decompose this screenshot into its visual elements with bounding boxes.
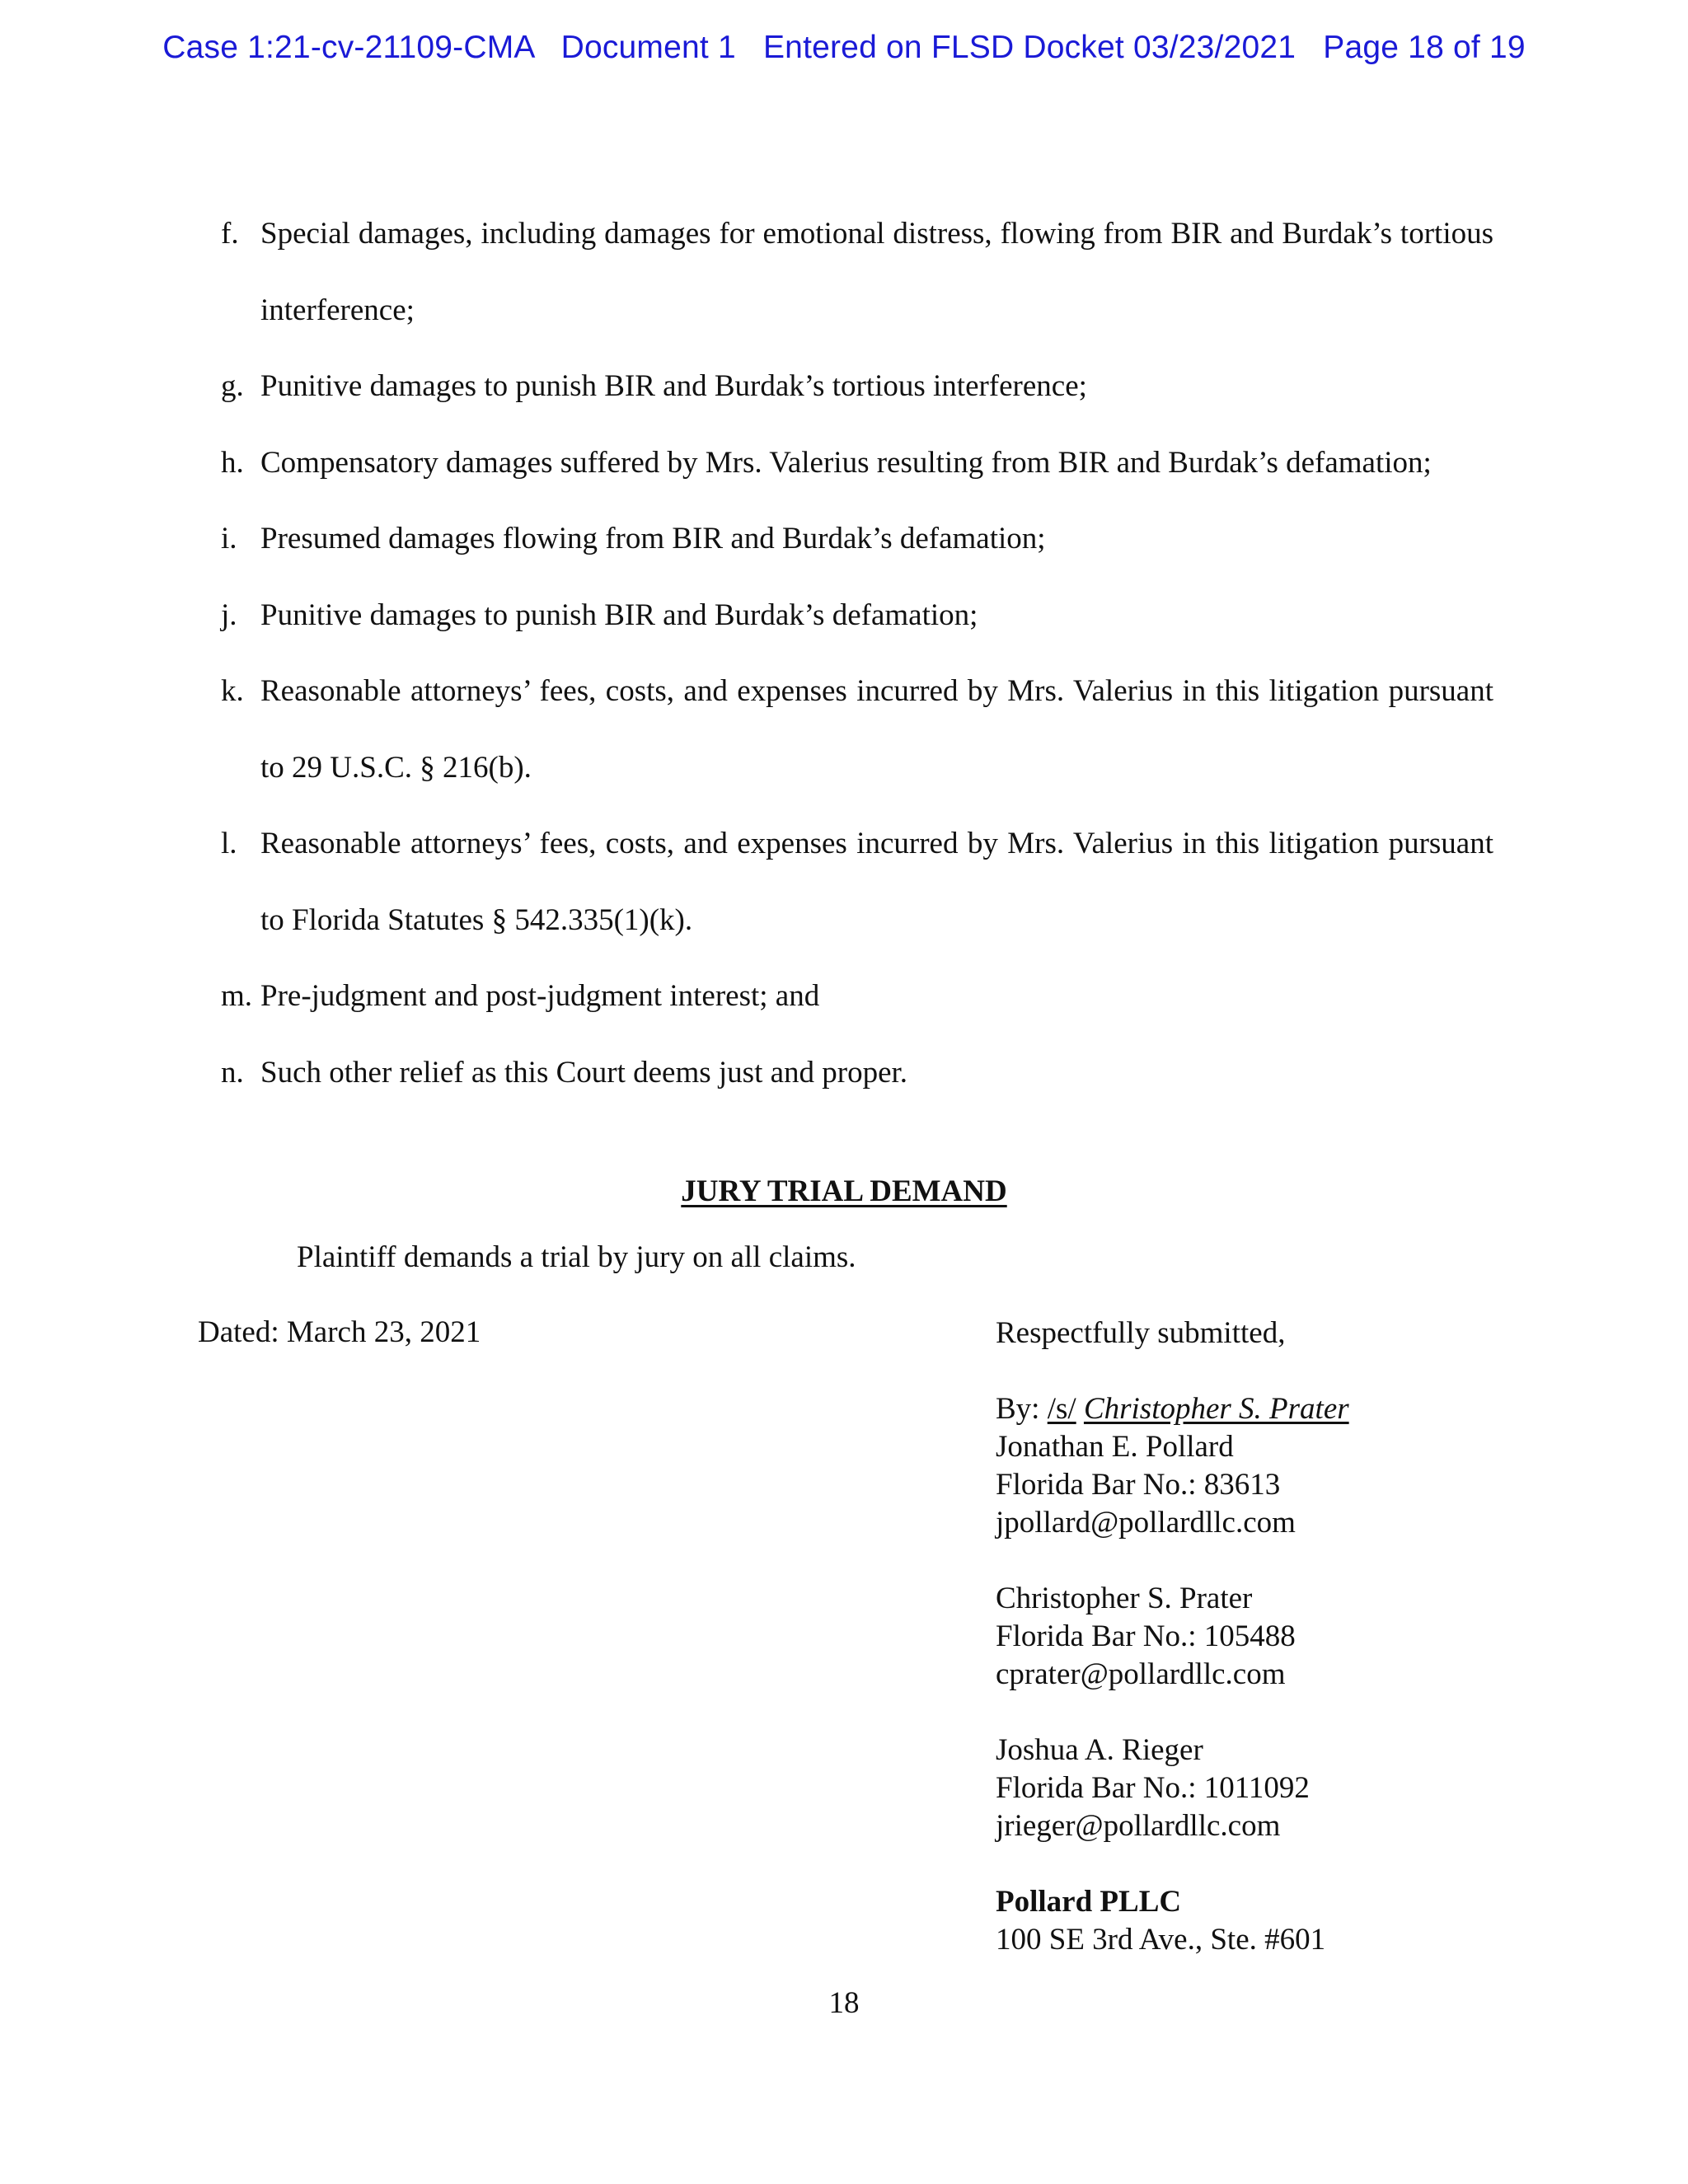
attorney-bar-number: Florida Bar No.: 105488 — [996, 1619, 1296, 1653]
page-number: 18 — [828, 1986, 860, 2020]
relief-marker: m. — [221, 979, 253, 1013]
relief-item-f — [221, 196, 1493, 349]
relief-text: Compensatory damages suffered by Mrs. Valerius resulting from BIR and Burdak’s defamation; — [260, 445, 1432, 480]
attorney-email: jrieger@pollardllc.com — [996, 1809, 1281, 1843]
firm-address: 100 SE 3rd Ave., Ste. #601 — [996, 1923, 1326, 1957]
signature-slash: /s/ — [1047, 1392, 1076, 1426]
relief-marker: i. — [221, 522, 237, 555]
attorney-email: cprater@pollardllc.com — [996, 1657, 1286, 1691]
relief-marker: f. — [221, 217, 239, 251]
signature-line — [996, 1390, 1349, 1428]
jury-demand-text: Plaintiff demands a trial by jury on all claims. — [297, 1240, 856, 1274]
relief-item-k — [221, 654, 1493, 806]
relief-text: Such other relief as this Court deems just and proper. — [260, 1055, 908, 1090]
relief-text: Reasonable attorneys’ fees, costs, and expenses incurred by Mrs. Valerius in this litigation pursuant to 29 U.S.C. § 216(b). — [260, 674, 1493, 785]
relief-text: Pre-judgment and post-judgment interest; and — [260, 979, 820, 1013]
closing-line: Respectfully submitted, — [996, 1316, 1286, 1350]
signer-name: Christopher S. Prater — [1083, 1392, 1349, 1426]
relief-text: Reasonable attorneys’ fees, costs, and expenses incurred by Mrs. Valerius in this litigation pursuant to Florida Statutes § 542.335(1)(k). — [260, 827, 1493, 937]
relief-marker: g. — [221, 369, 244, 403]
attorney-email: jpollard@pollardllc.com — [996, 1506, 1296, 1540]
relief-list — [221, 196, 1493, 1111]
relief-text: Punitive damages to punish BIR and Burdak’s tortious interference; — [260, 369, 1087, 403]
header-document-number: Document 1 — [560, 30, 736, 65]
relief-marker: j. — [221, 598, 237, 632]
relief-item-h — [221, 425, 1493, 502]
by-label: By: — [996, 1392, 1048, 1426]
relief-item-l — [221, 806, 1493, 958]
relief-item-i — [221, 501, 1493, 578]
firm-name: Pollard PLLC — [996, 1885, 1182, 1919]
relief-text: Presumed damages flowing from BIR and Burdak’s defamation; — [260, 522, 1046, 555]
attorney-name: Jonathan E. Pollard — [996, 1430, 1234, 1464]
attorney-name: Joshua A. Rieger — [996, 1733, 1203, 1767]
relief-item-n — [221, 1035, 1493, 1112]
relief-text: Punitive damages to punish BIR and Burdak’s defamation; — [260, 598, 978, 632]
jury-trial-heading: JURY TRIAL DEMAND — [681, 1174, 1007, 1208]
relief-marker: l. — [221, 827, 237, 860]
attorney-name: Christopher S. Prater — [996, 1582, 1253, 1615]
relief-marker: n. — [221, 1055, 244, 1090]
relief-text: Special damages, including damages for emotional distress, flowing from BIR and Burdak’s tortious interference; — [260, 217, 1493, 327]
relief-marker: k. — [221, 674, 244, 708]
dated-line: Dated: March 23, 2021 — [198, 1315, 481, 1349]
attorney-bar-number: Florida Bar No.: 83613 — [996, 1468, 1281, 1502]
docket-header — [0, 30, 1688, 66]
header-entered-date: Entered on FLSD Docket 03/23/2021 — [762, 30, 1296, 65]
header-case-number: Case 1:21-cv-21109-CMA — [162, 30, 534, 65]
relief-item-m — [221, 958, 1493, 1035]
relief-item-g — [221, 349, 1493, 425]
signature-block — [996, 1315, 1349, 1959]
header-page-count: Page 18 of 19 — [1323, 30, 1526, 65]
attorney-bar-number: Florida Bar No.: 1011092 — [996, 1771, 1310, 1805]
relief-item-j — [221, 578, 1493, 654]
relief-marker: h. — [221, 445, 244, 480]
